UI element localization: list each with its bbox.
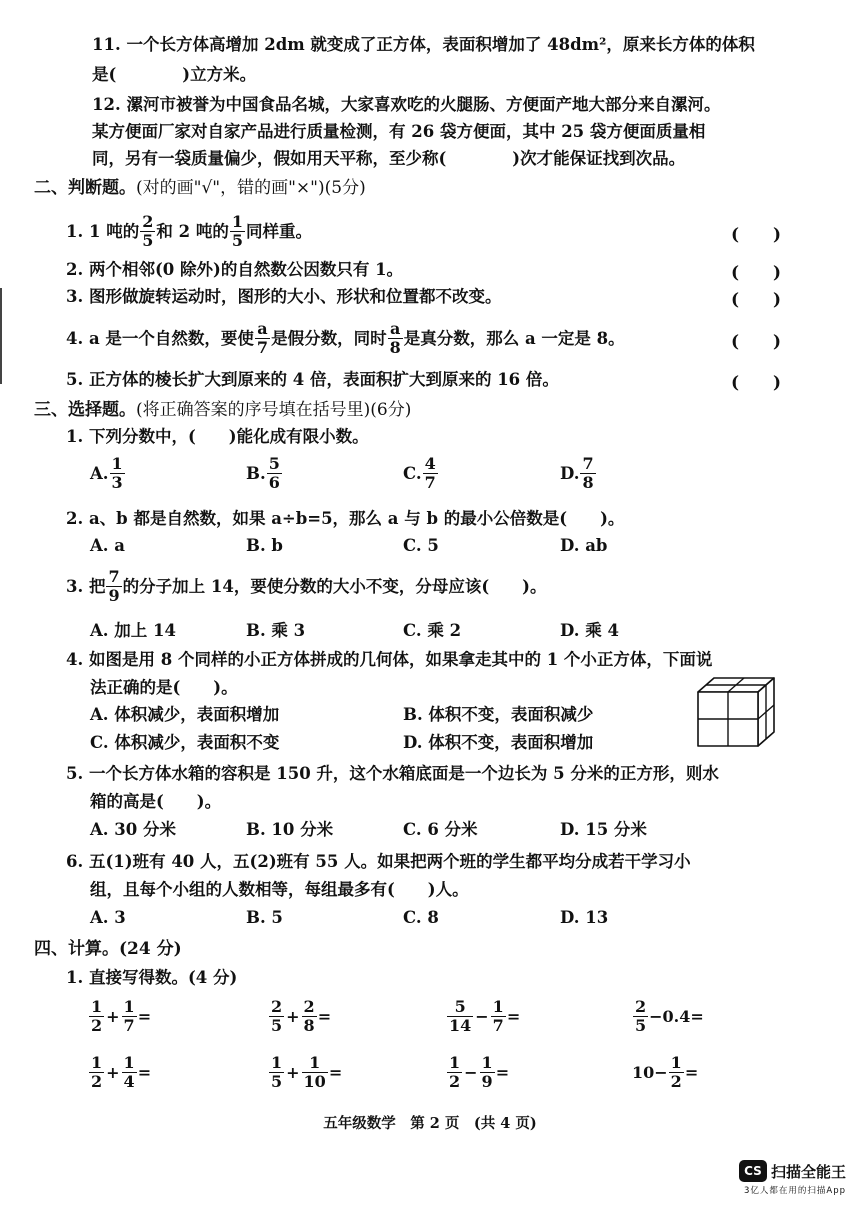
choice-q3: 3. 把 $\frac{7}{9}$ 的分子加上 14，要使分数的大小不变，分母应该( )。 <box>66 567 547 605</box>
answer-paren-3[interactable]: ( ) <box>731 290 782 310</box>
choice-q2: 2. a、b 都是自然数，如果 a÷b=5，那么 a 与 b 的最小公倍数是( )。 <box>66 509 625 528</box>
judge-item-1: 1. 1 吨的 $\frac{2}{5}$ 和 2 吨的 $\frac{1}{5}$ 同样重。 <box>66 212 312 250</box>
choice-q5-option-a[interactable]: A. 30 分米 <box>90 820 176 839</box>
choice-q3-option-c[interactable]: C. 乘 2 <box>403 621 462 640</box>
choice-q5-option-d[interactable]: D. 15 分米 <box>560 820 647 839</box>
answer-paren-5[interactable]: ( ) <box>731 373 782 393</box>
choice-q1-option-c[interactable]: C. $\frac{4}{7}$ <box>403 454 436 492</box>
page-footer: 五年级数学 第 2 页 (共 4 页) <box>323 1115 537 1132</box>
judge-item-3: 3. 图形做旋转运动时，图形的大小、形状和位置都不改变。 <box>66 287 502 306</box>
choice-q6-line2: 组，且每个小组的人数相等，每组最多有( )人。 <box>90 880 469 899</box>
choice-q2-option-d[interactable]: D. ab <box>560 536 608 555</box>
scanner-logo-icon: CS <box>739 1160 767 1182</box>
calc-subheading: 1. 直接写得数。(4 分) <box>66 968 238 987</box>
choice-q1-option-a[interactable]: A. $\frac{1}{3}$ <box>90 454 123 492</box>
fraction: $\frac{a}{8}$ <box>389 319 401 357</box>
choice-q6-option-c[interactable]: C. 8 <box>403 908 439 927</box>
choice-q2-option-a[interactable]: A. a <box>90 536 125 555</box>
choice-q4-option-d[interactable]: D. 体积不变，表面积增加 <box>403 733 594 752</box>
choice-q1-option-b[interactable]: B. $\frac{5}{6}$ <box>246 454 280 492</box>
section-choice-heading: 三、选择题。(将正确答案的序号填在括号里)(6分) <box>34 400 412 420</box>
choice-q6: 6. 五(1)班有 40 人，五(2)班有 55 人。如果把两个班的学生都平均分成若干学习小 <box>66 852 691 871</box>
question-11-line2: 是( )立方米。 <box>92 65 257 84</box>
calc-expr-6: $\frac{1}{5}$ + $\frac{1}{10}$ = <box>271 1053 343 1091</box>
choice-q3-option-d[interactable]: D. 乘 4 <box>560 621 619 640</box>
choice-q2-option-c[interactable]: C. 5 <box>403 536 439 555</box>
judge-item-2: 2. 两个相邻(0 除外)的自然数公因数只有 1。 <box>66 260 404 279</box>
calc-expr-7: $\frac{1}{2}$ − $\frac{1}{9}$ = <box>449 1053 510 1091</box>
answer-paren-4[interactable]: ( ) <box>731 332 782 352</box>
choice-q5-line2: 箱的高是( )。 <box>90 792 222 811</box>
choice-q4-line2: 法正确的是( )。 <box>90 678 238 697</box>
choice-q5-option-b[interactable]: B. 10 分米 <box>246 820 334 839</box>
choice-q6-option-d[interactable]: D. 13 <box>560 908 609 927</box>
question-11: 11. 一个长方体高增加 2dm 就变成了正方体，表面积增加了 48dm²，原来长方体的体积 <box>92 35 755 54</box>
scanner-app-name: 扫描全能王 <box>770 1162 846 1181</box>
choice-q1-option-d[interactable]: D. $\frac{7}{8}$ <box>560 454 594 492</box>
choice-q2-option-b[interactable]: B. b <box>246 536 283 555</box>
choice-q1: 1. 下列分数中，( )能化成有限小数。 <box>66 427 369 446</box>
judge-item-5: 5. 正方体的棱长扩大到原来的 4 倍，表面积扩大到原来的 16 倍。 <box>66 370 559 389</box>
judge-item-4: 4. a 是一个自然数，要使 $\frac{a}{7}$ 是假分数，同时 $\frac{a}{8}$ 是真分数，那么 a 一定是 8。 <box>66 319 625 357</box>
choice-q4-option-a[interactable]: A. 体积减少，表面积增加 <box>90 705 280 724</box>
fraction: $\frac{1}{5}$ <box>231 212 243 250</box>
calc-expr-5: $\frac{1}{2}$ + $\frac{1}{4}$ = <box>91 1053 152 1091</box>
choice-q3-option-b[interactable]: B. 乘 3 <box>246 621 306 640</box>
choice-q4-option-c[interactable]: C. 体积减少，表面积不变 <box>90 733 280 752</box>
question-12-line2: 某方便面厂家对自家产品进行质量检测，有 26 袋方便面，其中 25 袋方便面质量相 <box>92 122 706 141</box>
fraction: $\frac{2}{5}$ <box>142 212 154 250</box>
choice-q4: 4. 如图是用 8 个同样的小正方体拼成的几何体，如果拿走其中的 1 个小正方体，下面说 <box>66 650 713 669</box>
calc-expr-2: $\frac{2}{5}$ + $\frac{2}{8}$ = <box>271 997 332 1035</box>
choice-q5-option-c[interactable]: C. 6 分米 <box>403 820 478 839</box>
cube-figure <box>696 676 776 748</box>
calc-expr-4: $\frac{2}{5}$ −0.4= <box>635 997 704 1035</box>
scanner-tagline: 3亿人都在用的扫描App <box>743 1186 846 1196</box>
section-judge-heading: 二、判断题。(对的画"√"，错的画"×")(5分) <box>34 178 366 198</box>
fraction: $\frac{a}{7}$ <box>256 319 269 357</box>
scanner-watermark <box>739 1160 846 1196</box>
answer-paren-2[interactable]: ( ) <box>731 263 782 283</box>
calc-expr-3: $\frac{5}{14}$ − $\frac{1}{7}$ = <box>449 997 521 1035</box>
scan-edge-mark <box>0 288 2 384</box>
calc-expr-8: 10− $\frac{1}{2}$ = <box>632 1053 699 1091</box>
question-12: 12. 漯河市被誉为中国食品名城，大家喜欢吃的火腿肠、方便面产地大部分来自漯河。 <box>92 95 721 114</box>
section-calc-heading: 四、计算。(24 分) <box>34 939 182 959</box>
answer-paren-1[interactable]: ( ) <box>731 225 782 245</box>
question-12-line3: 同，另有一袋质量偏少，假如用天平称，至少称( )次才能保证找到次品。 <box>92 149 686 168</box>
choice-q5: 5. 一个长方体水箱的容积是 150 升，这个水箱底面是一个边长为 5 分米的正方形，则水 <box>66 764 719 783</box>
calc-expr-1: $\frac{1}{2}$ + $\frac{1}{7}$ = <box>91 997 152 1035</box>
choice-q3-option-a[interactable]: A. 加上 14 <box>90 621 176 640</box>
choice-q6-option-b[interactable]: B. 5 <box>246 908 283 927</box>
choice-q4-option-b[interactable]: B. 体积不变，表面积减少 <box>403 705 594 724</box>
choice-q6-option-a[interactable]: A. 3 <box>90 908 126 927</box>
